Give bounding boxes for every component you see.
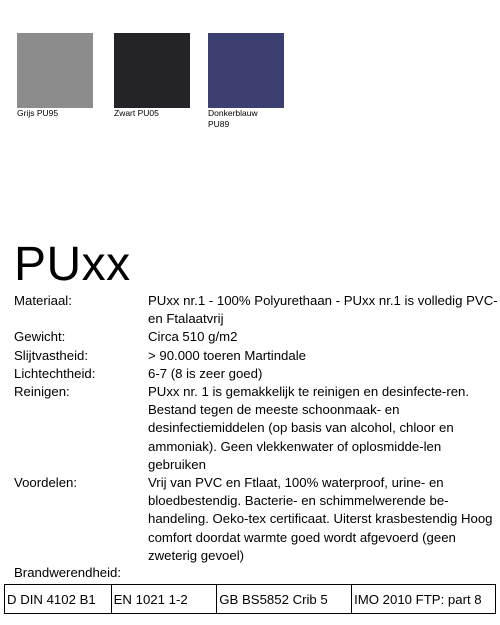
spec-value: PUxx nr. 1 is gemakkelijk te reinigen en desinfecte-ren. Bestand tegen de meeste schoonmaak- en desinfectiemiddelen (op basis van alcohol, chloor en ammoniak). Geen vlekkenwater of oplosmidde-len gebruiken bbox=[148, 384, 470, 472]
cert-bs: GB BS5852 Crib 5 bbox=[217, 585, 352, 614]
spec-row-slijtvastheid bbox=[14, 347, 500, 365]
cert-imo: IMO 2010 FTP: part 8 bbox=[352, 585, 496, 614]
spec-row-lichtechtheid bbox=[14, 365, 500, 383]
cert-en: EN 1021 1-2 bbox=[111, 585, 217, 614]
product-title: PUxx bbox=[14, 238, 131, 291]
swatch-zwart bbox=[114, 33, 190, 108]
spec-value: Circa 510 g/m2 bbox=[148, 329, 238, 345]
spec-row-gewicht bbox=[14, 328, 500, 346]
spec-value: > 90.000 toeren Martindale bbox=[148, 347, 306, 363]
spec-row-materiaal bbox=[14, 292, 500, 328]
swatch-label-donkerblauw: Donkerblauw PU89 bbox=[208, 108, 258, 129]
swatch-grijs bbox=[17, 33, 93, 108]
spec-label: Reinigen: bbox=[14, 384, 70, 400]
spec-label: Lichtechtheid: bbox=[14, 365, 96, 381]
fire-resistance-table bbox=[4, 584, 496, 614]
spec-value: PUxx nr.1 - 100% Polyurethaan - PUxx nr.1 is volledig PVC- en Ftalaatvrij bbox=[148, 293, 498, 327]
swatch-label-grijs: Grijs PU95 bbox=[17, 108, 59, 118]
spec-row-voordelen bbox=[14, 474, 500, 565]
swatch-donkerblauw bbox=[208, 33, 284, 108]
spec-label: Slijtvastheid: bbox=[14, 347, 89, 363]
swatch-label-zwart: Zwart PU05 bbox=[114, 108, 159, 118]
spec-row-reinigen bbox=[14, 383, 500, 474]
spec-label: Materiaal: bbox=[14, 293, 72, 308]
fire-resistance-row bbox=[5, 585, 496, 614]
spec-value: Vrij van PVC en Ftlaat, 100% waterproof, urine- en bloedbestendig. Bacterie- en schimmelwerende be-handeling. Oeko-tex certificaat. Uiterst krasbestendig Hoog comfort doordat warmte goed wordt afgevoerd (geen zweterig gevoel) bbox=[148, 475, 493, 563]
cert-din: D DIN 4102 B1 bbox=[5, 585, 112, 614]
spec-table bbox=[14, 292, 500, 565]
spec-label: Gewicht: bbox=[14, 329, 66, 345]
spec-label: Voordelen: bbox=[14, 475, 78, 491]
spec-value: 6-7 (8 is zeer goed) bbox=[148, 365, 263, 381]
fire-resistance-label: Brandwerendheid: bbox=[14, 565, 122, 580]
